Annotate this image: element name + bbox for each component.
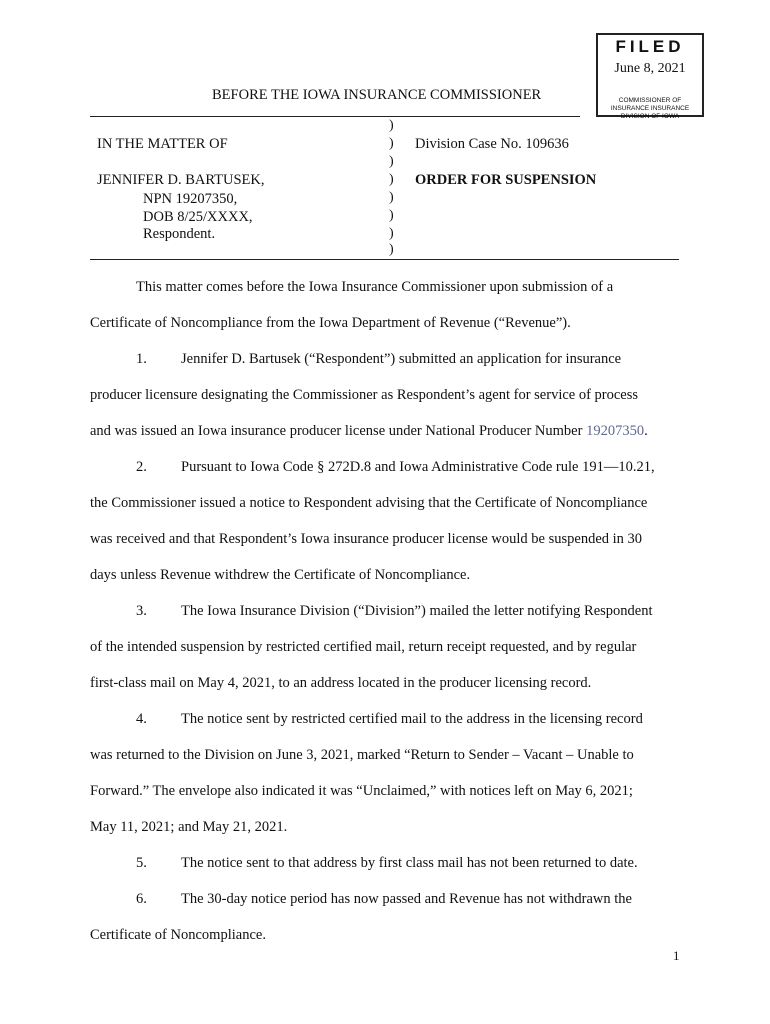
paragraph-text: was returned to the Division on June 3, 2021, marked “Return to Sender – Vacant – Unable to [90, 747, 634, 763]
caption-rule [90, 259, 679, 260]
paragraph-text: . [644, 423, 648, 439]
heading-rule [90, 116, 580, 117]
paragraph-text: Jennifer D. Bartusek (“Respondent”) submitted an application for insurance [181, 351, 622, 367]
paragraph-text: The Iowa Insurance Division (“Division”) mailed the letter notifying Respondent [181, 603, 653, 619]
paragraph-number: 3. [136, 603, 147, 619]
paragraph-6 [90, 881, 682, 917]
caption-paren: ) [389, 242, 394, 257]
paragraph-text: and was issued an Iowa insurance producer license under National Producer Number [90, 423, 587, 439]
paragraph-3 [90, 593, 682, 629]
page-number: 1 [673, 948, 680, 963]
document-heading: BEFORE THE IOWA INSURANCE COMMISSIONER [212, 87, 542, 103]
stamp-agency: COMMISSIONER OF INSURANCE INSURANCE DIVISION OF IOWA [610, 97, 690, 120]
paragraph-number: 6. [136, 891, 147, 907]
paragraph-text: The 30-day notice period has now passed and Revenue has not withdrawn the [181, 891, 632, 907]
filed-stamp [596, 33, 704, 120]
paragraph-text: first-class mail on May 4, 2021, to an address located in the producer licensing record. [90, 675, 592, 691]
paragraph-5 [90, 845, 682, 881]
caption-respondent-name: JENNIFER D. BARTUSEK, [97, 172, 265, 188]
paragraph-4 [90, 701, 682, 737]
paragraph-text: The notice sent by restricted certified mail to the address in the licensing record [181, 711, 643, 727]
caption-role: Respondent. [143, 226, 216, 242]
paragraph-number: 4. [136, 711, 147, 727]
caption-matter: IN THE MATTER OF [97, 136, 228, 152]
paragraph-text: Forward.” The envelope also indicated it was “Unclaimed,” with notices left on May 6, 2021; [90, 783, 633, 799]
caption-paren: ) [389, 118, 394, 133]
paragraph-number: 2. [136, 459, 147, 475]
paragraph-text: the Commissioner issued a notice to Respondent advising that the Certificate of Noncompliance [90, 495, 648, 511]
stamp-date: June 8, 2021 [614, 61, 686, 76]
caption-paren: ) [389, 154, 394, 169]
order-title: ORDER FOR SUSPENSION [415, 172, 597, 188]
caption-npn: NPN 19207350, [143, 191, 238, 207]
stamp-title: FILED [615, 37, 685, 56]
intro-line-1: This matter comes before the Iowa Insurance Commissioner upon submission of a [136, 279, 614, 295]
paragraph-number: 1. [136, 351, 147, 367]
paragraph-text: was received and that Respondent’s Iowa insurance producer license would be suspended in 30 [90, 531, 643, 547]
caption-dob: DOB 8/25/XXXX, [143, 209, 253, 225]
caption-paren: ) [389, 190, 394, 205]
paragraph-text: producer licensure designating the Commissioner as Respondent’s agent for service of process [90, 387, 639, 403]
paragraph-number: 5. [136, 855, 147, 871]
caption-paren: ) [389, 136, 394, 151]
paragraph-text: The notice sent to that address by first class mail has not been returned to date. [181, 855, 638, 871]
paragraph-2 [90, 449, 682, 485]
caption-paren: ) [389, 208, 394, 223]
paragraph-text: of the intended suspension by restricted certified mail, return receipt requested, and by regular [90, 639, 637, 655]
paragraph-text: days unless Revenue withdrew the Certificate of Noncompliance. [90, 567, 471, 583]
intro-line-2: Certificate of Noncompliance from the Iowa Department of Revenue (“Revenue”). [90, 315, 571, 331]
caption-paren: ) [389, 172, 394, 187]
npn-link[interactable]: 19207350 [586, 423, 645, 439]
paragraph-1 [90, 341, 682, 377]
caption-paren: ) [389, 226, 394, 241]
paragraph-text: May 11, 2021; and May 21, 2021. [90, 819, 288, 835]
paragraph-text: Pursuant to Iowa Code § 272D.8 and Iowa Administrative Code rule 191—10.21, [181, 459, 655, 475]
case-number: Division Case No. 109636 [415, 136, 569, 152]
document-body [90, 269, 682, 953]
paragraph-text [90, 413, 682, 449]
paragraph-text: Certificate of Noncompliance. [90, 927, 266, 943]
